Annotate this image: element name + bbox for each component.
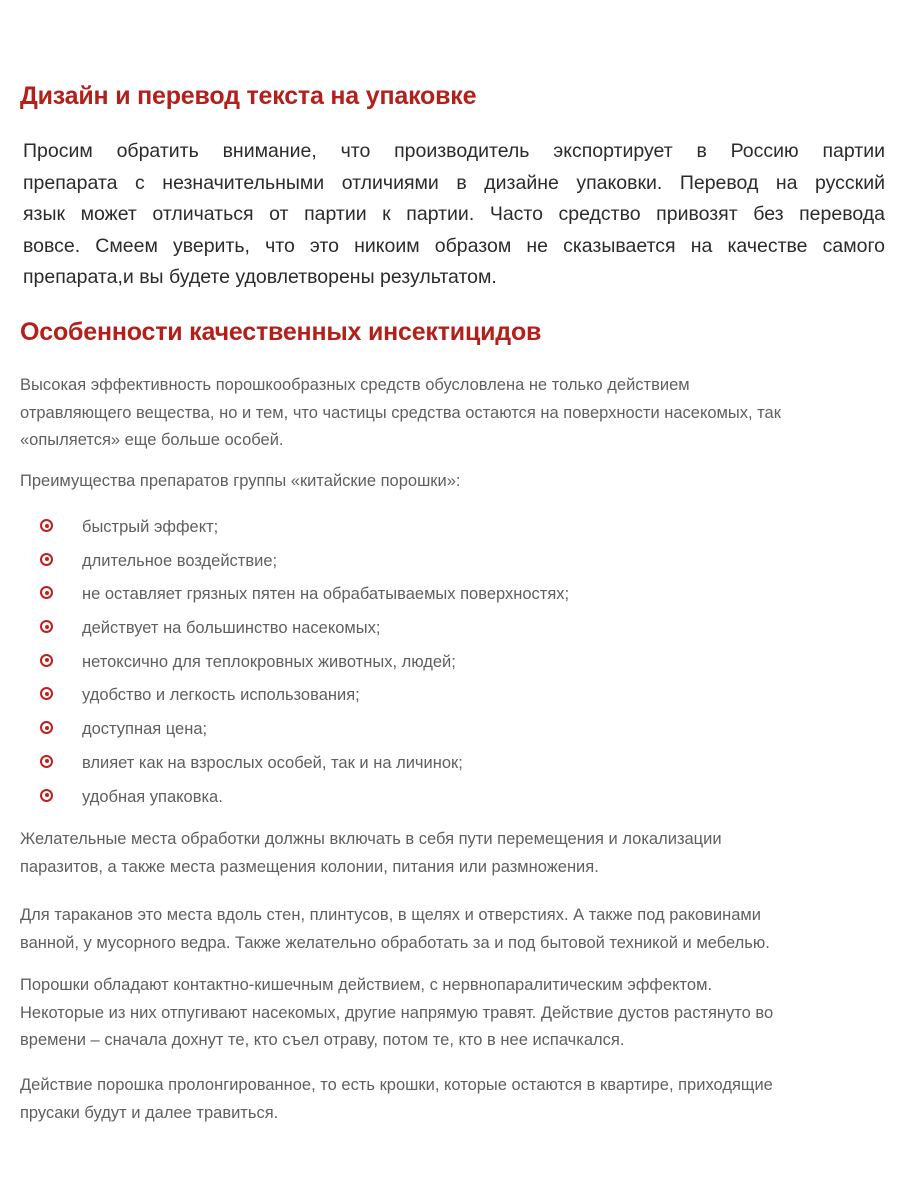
- section-title-packaging: Дизайн и перевод текста на упаковке: [20, 82, 477, 110]
- list-item: [20, 512, 880, 546]
- list-item-text: удобство и легкость использования;: [82, 686, 360, 705]
- list-item-text: быстрый эффект;: [82, 518, 219, 536]
- text-line: препарата,и вы будете удовлетворены результатом.: [23, 266, 497, 288]
- cockroach-places-paragraph: [20, 902, 886, 957]
- intro-paragraph: [20, 372, 880, 455]
- circled-dot-icon: [40, 586, 53, 599]
- text-line: Желательные места обработки должны включать в себя пути перемещения и локализации: [20, 830, 722, 848]
- circled-dot-icon: [40, 553, 53, 566]
- text-line: Для тараканов это места вдоль стен, плинтусов, в щелях и отверстиях. А также под раковинами: [20, 906, 761, 924]
- text-line: Порошки обладают контактно-кишечным действием, с нервнопаралитическим эффектом.: [20, 976, 713, 994]
- packaging-notice-paragraph: [23, 136, 885, 294]
- advantages-heading: Преимущества препаратов группы «китайские порошки»:: [20, 472, 461, 490]
- list-item-text: влияет как на взрослых особей, так и на личинок;: [82, 753, 463, 772]
- list-item: [20, 748, 880, 782]
- list-item-text: доступная цена;: [82, 720, 208, 739]
- text-line: Просим обратить внимание, что производитель экспортирует в Россию партии: [23, 140, 885, 162]
- list-item: [20, 714, 880, 748]
- circled-dot-icon: [40, 755, 53, 768]
- list-item: [20, 680, 880, 714]
- list-item: [20, 782, 880, 816]
- treatment-places-paragraph: [20, 826, 880, 881]
- list-item-text: не оставляет грязных пятен на обрабатываемых поверхностях;: [82, 585, 570, 604]
- advantages-list: [20, 512, 880, 815]
- list-item-text: нетоксично для теплокровных животных, людей;: [82, 652, 456, 671]
- list-item: [20, 546, 880, 580]
- circled-dot-icon: [40, 519, 53, 532]
- text-line: «опыляется» еще больше особей.: [20, 431, 284, 449]
- list-item-text: действует на большинство насекомых;: [82, 619, 381, 638]
- list-item: [20, 613, 880, 647]
- text-line: ванной, у мусорного ведра. Также желательно обработать за и под бытовой техникой и мебелью.: [20, 933, 770, 952]
- section-title-features: Особенности качественных инсектицидов: [20, 318, 542, 346]
- list-item: [20, 647, 880, 681]
- circled-dot-icon: [40, 721, 53, 734]
- circled-dot-icon: [40, 654, 53, 667]
- text-line: препарата с незначительными отличиями в дизайне упаковки. Перевод на русский: [23, 171, 885, 194]
- prolonged-action-paragraph: [20, 1072, 886, 1127]
- text-line: Высокая эффективность порошкообразных средств обусловлена не только действием: [20, 376, 690, 394]
- text-line: прусаки будут и далее травиться.: [20, 1103, 279, 1122]
- list-item-text: длительное воздействие;: [82, 551, 278, 570]
- text-line: Действие порошка пролонгированное, то есть крошки, которые остаются в квартире, приходящие: [20, 1076, 773, 1094]
- text-line: вовсе. Смеем уверить, что это никоим образом не сказывается на качестве самого: [23, 234, 885, 257]
- circled-dot-icon: [40, 789, 53, 802]
- circled-dot-icon: [40, 620, 53, 633]
- text-line: паразитов, а также места размещения колонии, питания или размножения.: [20, 857, 599, 876]
- list-item: [20, 579, 880, 613]
- text-line: времени – сначала дохнут те, кто съел отраву, потом те, кто в нее испачкался.: [20, 1031, 625, 1049]
- text-line: язык может отличаться от партии к партии. Часто средство привозят без перевода: [23, 203, 885, 225]
- text-line: отравляющего вещества, но и тем, что частицы средства остаются на поверхности насекомых, так: [20, 403, 781, 422]
- action-paragraph: [20, 972, 886, 1055]
- text-line: Некоторые из них отпугивают насекомых, другие напрямую травят. Действие дустов растянуто во: [20, 1003, 774, 1022]
- list-item-text: удобная упаковка.: [82, 787, 223, 806]
- circled-dot-icon: [40, 687, 53, 700]
